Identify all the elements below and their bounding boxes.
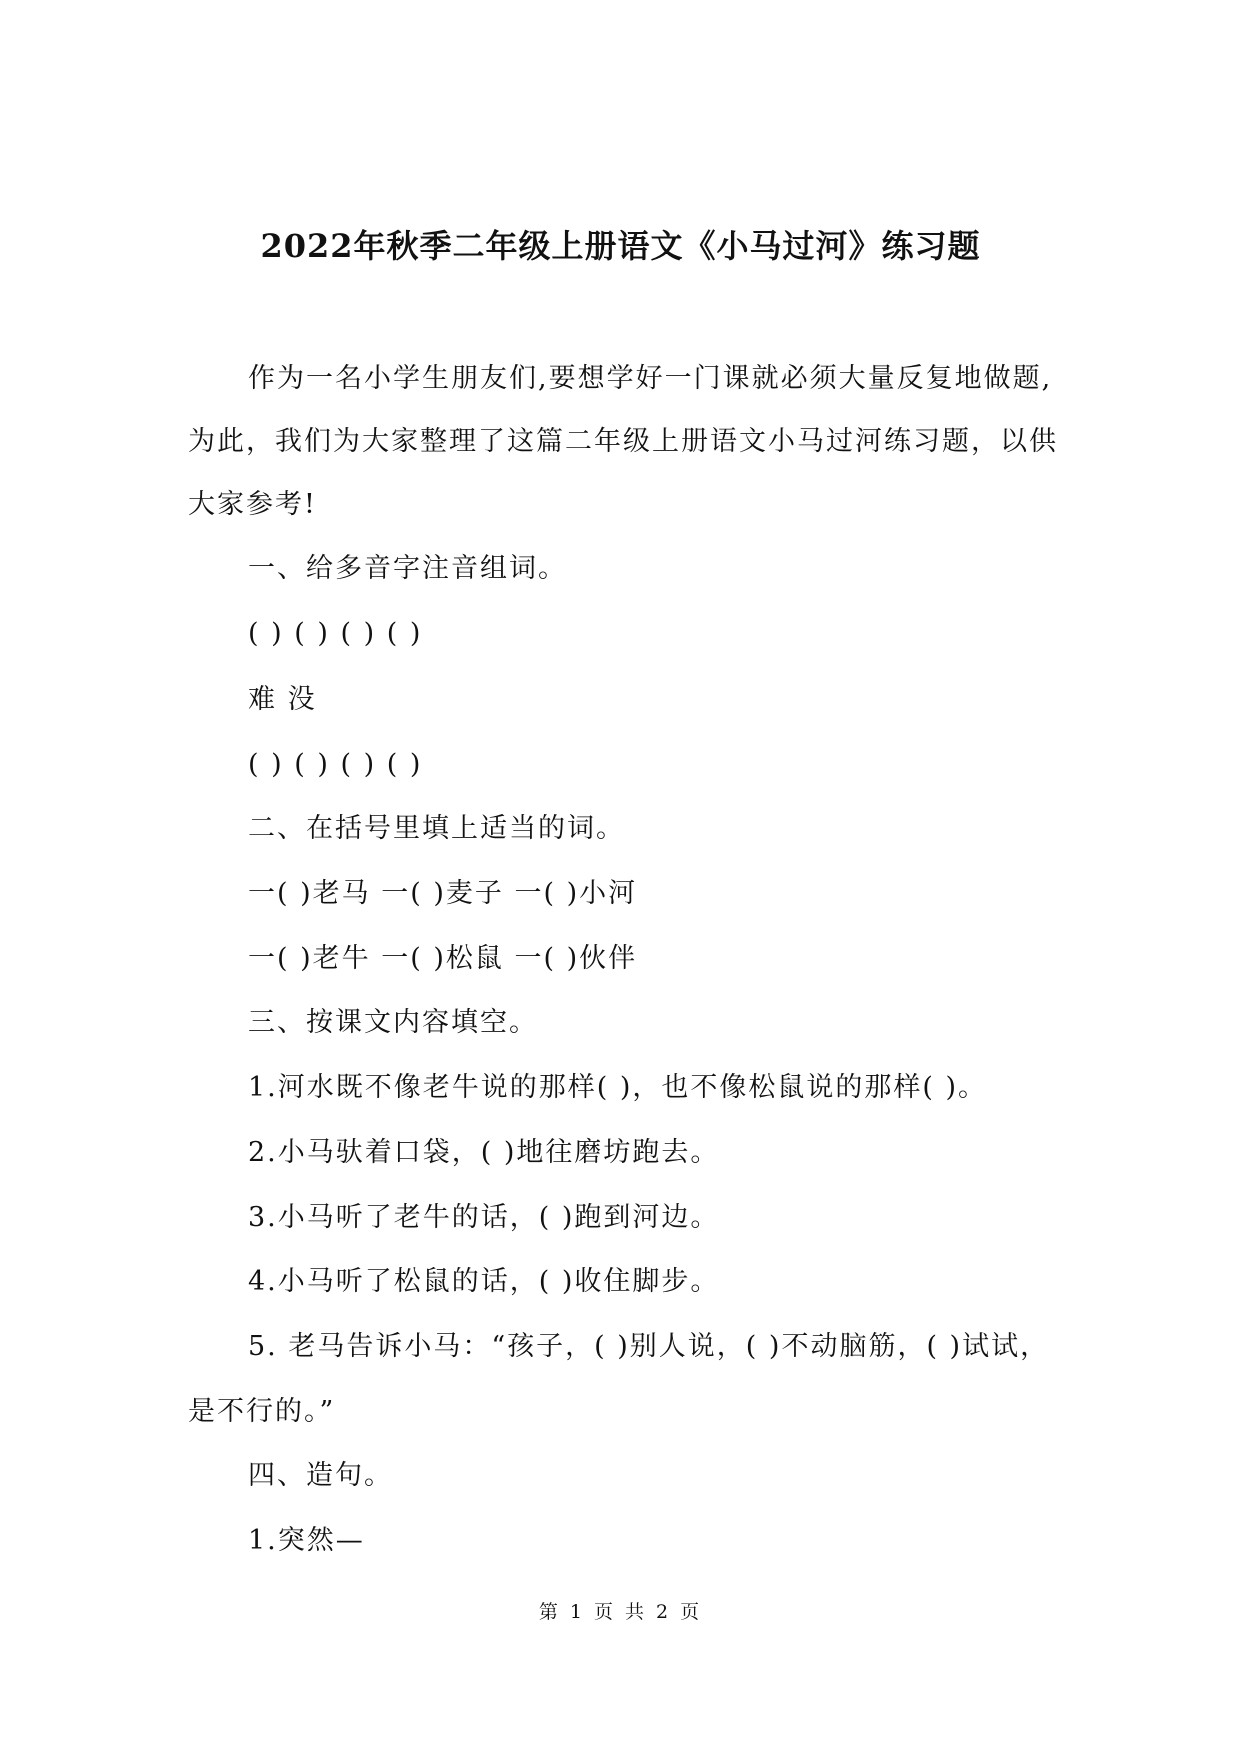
intro-line-3: 大家参考! (188, 489, 317, 520)
section-2-heading: 二、在括号里填上适当的词。 (248, 813, 625, 844)
section-3-item-1: 1.河水既不像老牛说的那样( )，也不像松鼠说的那样( )。 (248, 1072, 988, 1103)
section-2-row-2: 一( )老牛 一( )松鼠 一( )伙伴 (248, 943, 638, 974)
section-3-item-5-continued: 是不行的。” (188, 1396, 336, 1427)
section-4-heading: 四、造句。 (248, 1460, 393, 1491)
section-4-item-1: 1.突然— (248, 1525, 365, 1556)
section-3-item-3: 3.小马听了老牛的话，( )跑到河边。 (248, 1202, 720, 1233)
page-title: 2022年秋季二年级上册语文《小马过河》练习题 (260, 227, 981, 265)
page-number-footer: 第 1 页 共 2 页 (538, 1601, 703, 1623)
section-3-heading: 三、按课文内容填空。 (248, 1007, 538, 1038)
section-3-item-5: 5. 老马告诉小马：“孩子，( )别人说，( )不动脑筋，( )试试， (248, 1331, 1050, 1362)
section-1-characters: 难 没 (248, 684, 317, 715)
section-3-item-4: 4.小马听了松鼠的话，( )收住脚步。 (248, 1266, 720, 1297)
intro-line-2: 为此，我们为大家整理了这篇二年级上册语文小马过河练习题，以供 (188, 426, 1058, 457)
section-2-row-1: 一( )老马 一( )麦子 一( )小河 (248, 878, 638, 909)
section-3-item-2: 2.小马驮着口袋，( )地往磨坊跑去。 (248, 1137, 720, 1168)
intro-line-1: 作为一名小学生朋友们,要想学好一门课就必须大量反复地做题, (248, 363, 1053, 394)
section-1-heading: 一、给多音字注音组词。 (248, 553, 567, 584)
section-1-blanks-row-1: ( ) ( ) ( ) ( ) (248, 618, 423, 649)
section-1-blanks-row-2: ( ) ( ) ( ) ( ) (248, 749, 423, 780)
